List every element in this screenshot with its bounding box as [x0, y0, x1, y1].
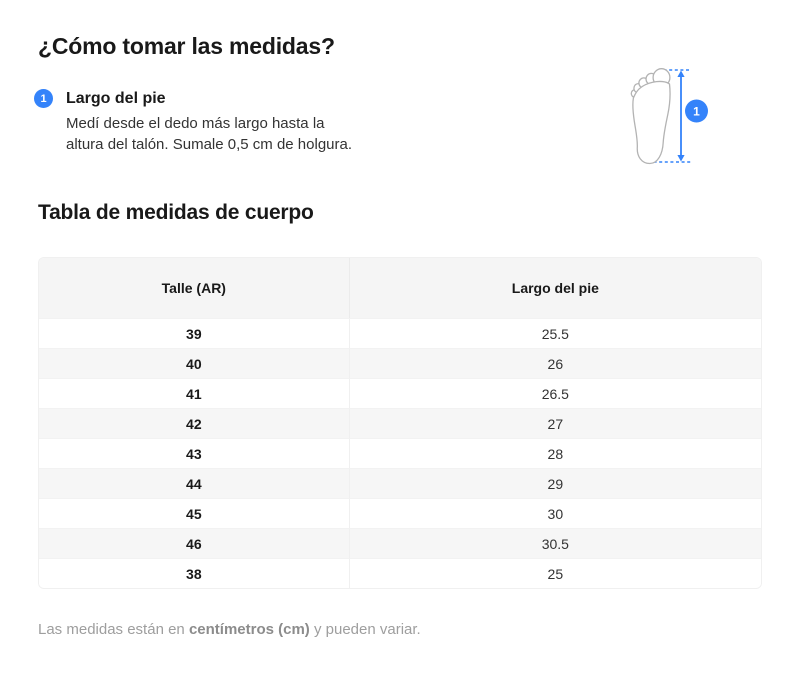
cell-largo: 28 — [350, 438, 761, 468]
cell-talle: 42 — [39, 408, 350, 438]
table-row — [39, 348, 761, 378]
cell-talle: 44 — [39, 468, 350, 498]
measurement-note — [38, 620, 762, 639]
column-header-largo: Largo del pie — [350, 258, 761, 318]
note-suffix: y pueden variar. — [309, 621, 421, 638]
cell-talle: 38 — [39, 558, 350, 588]
cell-largo: 26 — [350, 348, 761, 378]
step-description-line2: altura del talón. Sumale 0,5 cm de holgura. — [66, 136, 353, 153]
table-row — [39, 498, 761, 528]
table-row — [39, 378, 761, 408]
cell-largo: 25.5 — [350, 318, 761, 348]
step-body — [66, 89, 352, 155]
cell-largo: 27 — [350, 408, 761, 438]
size-table-body — [39, 318, 761, 588]
table-row — [39, 318, 761, 348]
cell-largo: 26.5 — [350, 378, 761, 408]
note-bold: centímetros (cm) — [188, 621, 310, 638]
length-arrow — [677, 71, 684, 162]
cell-talle: 39 — [39, 318, 350, 348]
table-row — [39, 408, 761, 438]
table-row — [39, 558, 761, 588]
step-number-badge: 1 — [34, 89, 53, 108]
cell-talle: 40 — [39, 348, 350, 378]
measure-instructions — [38, 89, 762, 155]
step-description-line1: Medí desde el dedo más largo hasta la — [66, 115, 325, 132]
header-row — [39, 258, 761, 318]
size-table-header — [39, 258, 761, 318]
table-row — [39, 468, 761, 498]
table-row — [39, 528, 761, 558]
cell-talle: 43 — [39, 438, 350, 468]
page-title: ¿Cómo tomar las medidas? — [38, 33, 335, 59]
cell-largo: 30.5 — [350, 528, 761, 558]
note-prefix: Las medidas están en — [38, 621, 189, 638]
table-row — [39, 438, 761, 468]
illustration-step-badge — [685, 100, 708, 123]
cell-talle: 45 — [39, 498, 350, 528]
foot-diagram-icon — [620, 58, 715, 170]
cell-largo: 30 — [350, 498, 761, 528]
cell-talle: 46 — [39, 528, 350, 558]
step-description — [66, 113, 352, 155]
table-title: Tabla de medidas de cuerpo — [38, 201, 314, 224]
foot-measure-illustration — [620, 58, 715, 170]
cell-talle: 41 — [39, 378, 350, 408]
illustration-badge-number: 1 — [693, 104, 700, 119]
column-header-talle: Talle (AR) — [39, 258, 350, 318]
size-table — [38, 257, 762, 589]
foot-outline — [631, 69, 670, 164]
cell-largo: 29 — [350, 468, 761, 498]
step-title: Largo del pie — [66, 90, 166, 107]
cell-largo: 25 — [350, 558, 761, 588]
